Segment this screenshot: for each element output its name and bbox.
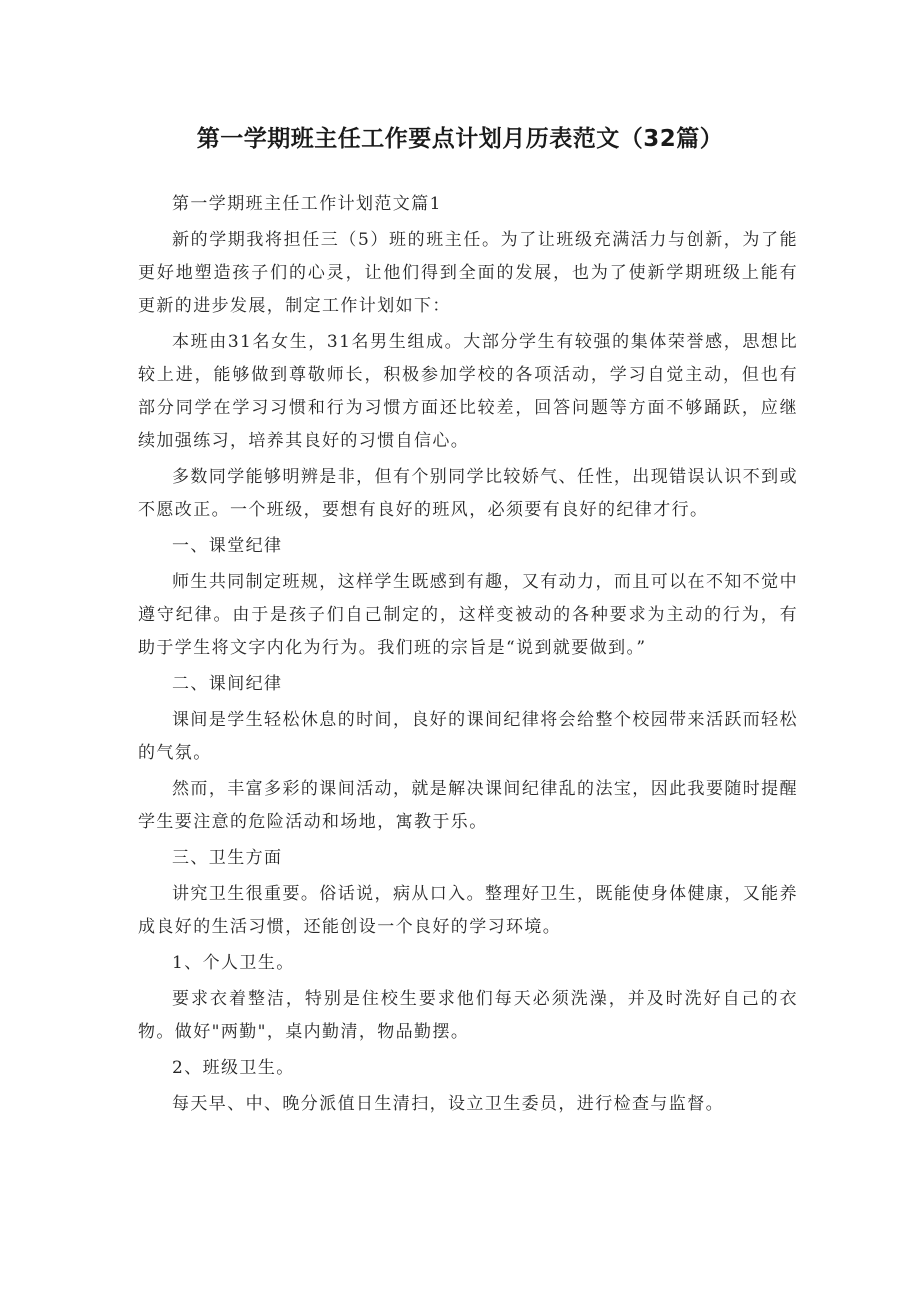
document-body xyxy=(138,188,798,1124)
section-heading-break-discipline: 二、课间纪律 xyxy=(172,674,283,694)
section-heading-hygiene: 三、卫生方面 xyxy=(172,848,283,868)
classroom-discipline-paragraph: 师生共同制定班规，这样学生既感到有趣，又有动力，而且可以在不知不觉中遵守纪律。由于是孩子们自己制定的，这样变被动的各种要求为主动的行为，有助于学生将文字内化为行为。我们班的宗旨是“说到就要做到。” xyxy=(138,572,798,658)
section-title: 第一学期班主任工作计划范文篇1 xyxy=(172,194,442,214)
item-heading-class-hygiene: 2、班级卫生。 xyxy=(172,1058,295,1078)
section-heading-classroom-discipline: 一、课堂纪律 xyxy=(172,536,283,556)
break-discipline-paragraph-1: 课间是学生轻松休息的时间，良好的课间纪律将会给整个校园带来活跃而轻松的气氛。 xyxy=(138,710,798,763)
class-overview-paragraph: 本班由31名女生，31名男生组成。大部分学生有较强的集体荣誉感，思想比较上进，能够做到尊敬师长，积极参加学校的各项活动，学习自觉主动，但也有部分同学在学习习惯和行为习惯方面还比较差，回答问题等方面不够踊跃，应继续加强练习，培养其良好的习惯自信心。 xyxy=(138,332,798,451)
hygiene-paragraph: 讲究卫生很重要。俗话说，病从口入。整理好卫生，既能使身体健康，又能养成良好的生活习惯，还能创设一个良好的学习环境。 xyxy=(138,884,798,937)
personal-hygiene-paragraph: 要求衣着整洁，特别是住校生要求他们每天必须洗澡，并及时洗好自己的衣物。做好"两勤"，桌内勤清，物品勤摆。 xyxy=(138,989,798,1042)
intro-paragraph: 新的学期我将担任三（5）班的班主任。为了让班级充满活力与创新，为了能更好地塑造孩子们的心灵，让他们得到全面的发展，也为了使新学期班级上能有更新的进步发展，制定工作计划如下： xyxy=(138,230,798,316)
class-discipline-paragraph: 多数同学能够明辨是非，但有个别同学比较娇气、任性，出现错误认识不到或不愿改正。一个班级，要想有良好的班风，必须要有良好的纪律才行。 xyxy=(138,467,798,520)
break-discipline-paragraph-2: 然而，丰富多彩的课间活动，就是解决课间纪律乱的法宝，因此我要随时提醒学生要注意的危险活动和场地，寓教于乐。 xyxy=(138,779,798,832)
class-hygiene-paragraph: 每天早、中、晚分派值日生清扫，设立卫生委员，进行检查与监督。 xyxy=(172,1094,724,1114)
item-heading-personal-hygiene: 1、个人卫生。 xyxy=(172,953,295,973)
document-title: 第一学期班主任工作要点计划月历表范文（32篇） xyxy=(196,126,724,152)
